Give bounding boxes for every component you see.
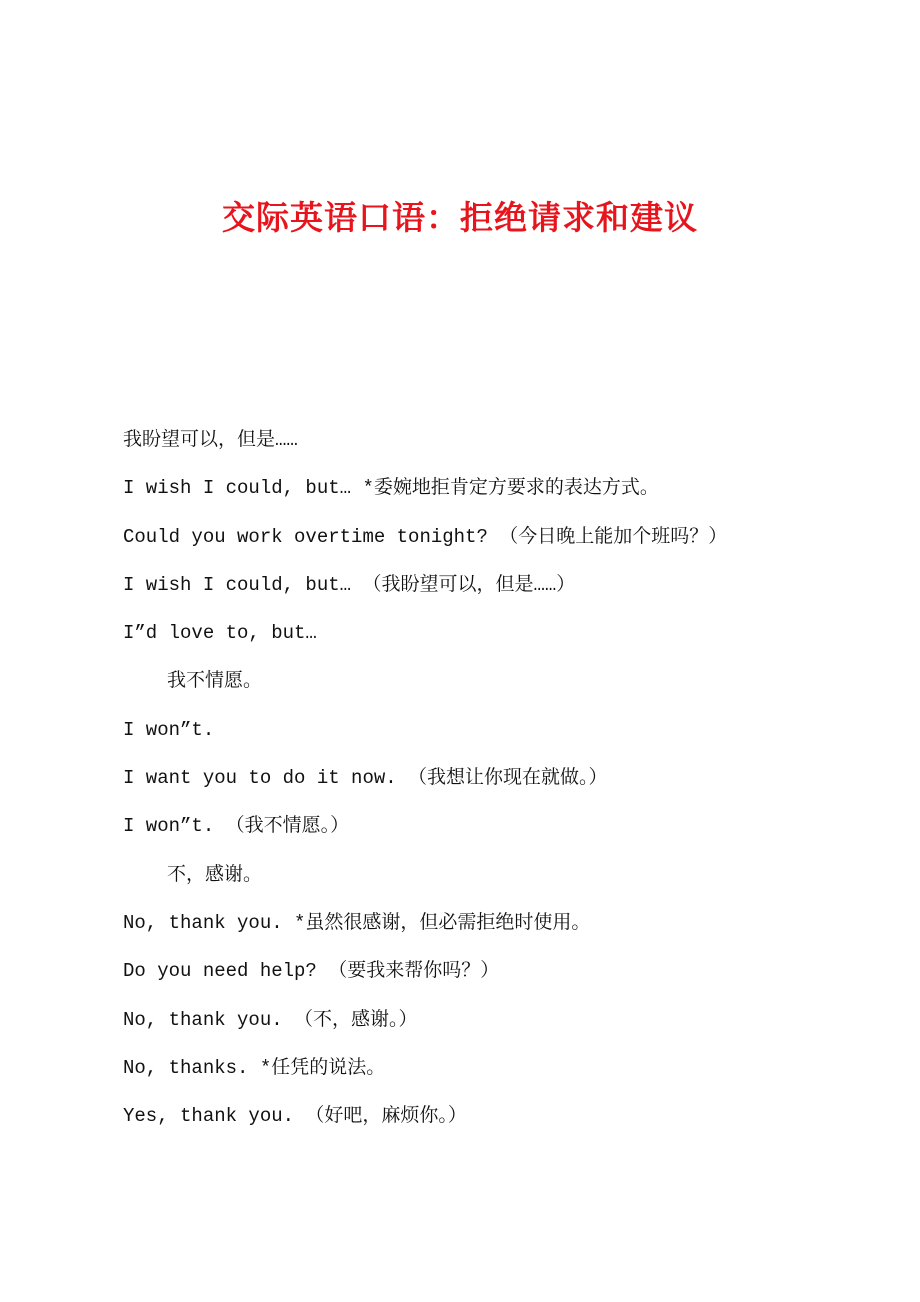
- section-heading: 不，感谢。: [167, 863, 263, 886]
- document-body: [123, 416, 883, 1140]
- body-line: I wish I could, but… （我盼望可以，但是……）: [123, 573, 576, 596]
- body-line: No, thanks. *任凭的说法。: [123, 1056, 386, 1079]
- body-line: I won”t. （我不情愿。）: [123, 815, 350, 838]
- body-line: No, thank you. *虽然很感谢，但必需拒绝时使用。: [123, 911, 591, 934]
- body-line: I”d love to, but…: [123, 622, 317, 645]
- document-title: 交际英语口语：拒绝请求和建议: [222, 198, 698, 237]
- body-line: 我盼望可以，但是……: [123, 429, 298, 451]
- body-line: Yes, thank you. （好吧，麻烦你。）: [123, 1105, 467, 1128]
- body-line: I wish I could, but… *委婉地拒肯定方要求的表达方式。: [123, 477, 659, 500]
- body-line: Could you work overtime tonight? （今日晚上能加个班吗？）: [123, 525, 728, 548]
- body-line: I want you to do it now. （我想让你现在就做。）: [123, 767, 608, 790]
- section-heading: 我不情愿。: [167, 670, 263, 693]
- body-line: I won”t.: [123, 718, 215, 741]
- body-line: Do you need help? （要我来帮你吗？）: [123, 960, 500, 983]
- body-line: No, thank you. （不，感谢。）: [123, 1008, 418, 1031]
